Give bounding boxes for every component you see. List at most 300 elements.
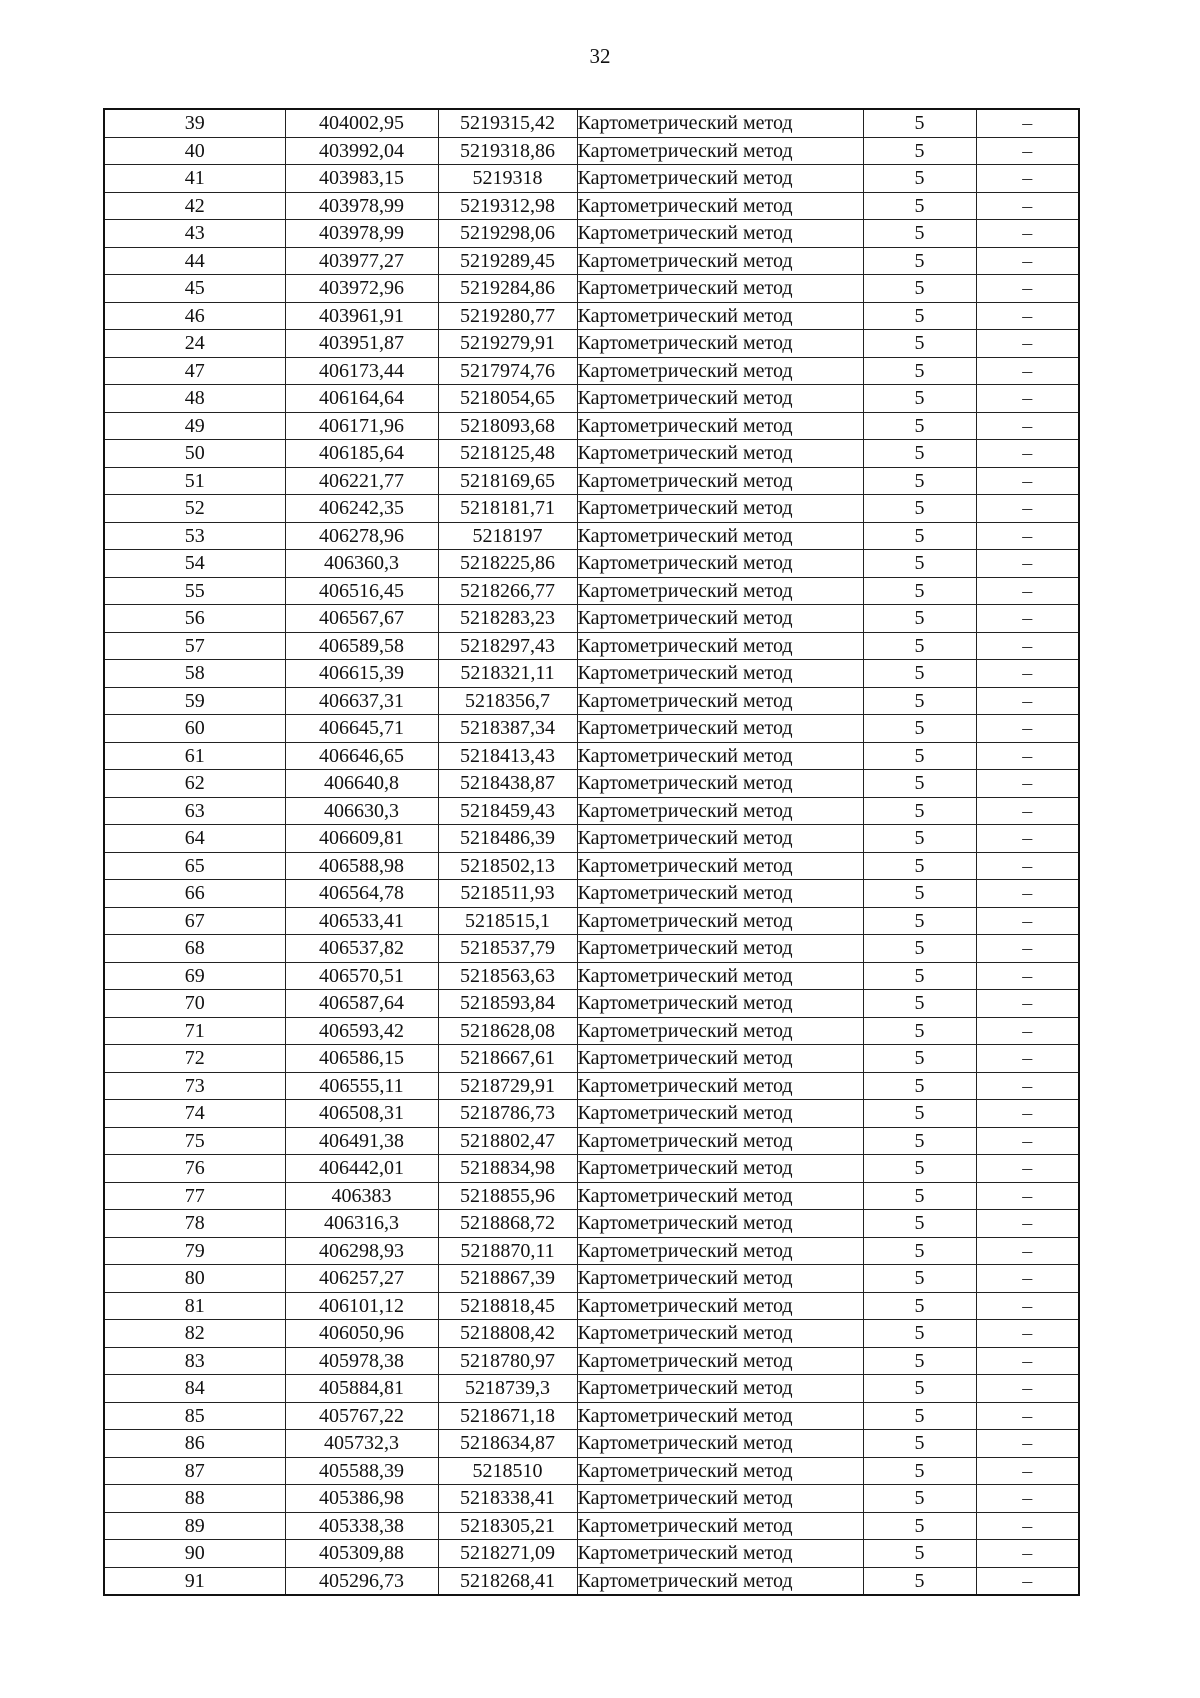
y-coordinate-cell: 5219315,42: [438, 109, 577, 137]
method-cell: Картометрический метод: [577, 247, 863, 275]
accuracy-cell: 5: [863, 632, 976, 660]
method-cell: Картометрический метод: [577, 825, 863, 853]
accuracy-cell: 5: [863, 1567, 976, 1595]
y-coordinate-cell: 5218169,65: [438, 467, 577, 495]
point-number-cell: 44: [104, 247, 285, 275]
note-cell: –: [976, 1017, 1079, 1045]
x-coordinate-cell: 406533,41: [285, 907, 438, 935]
table-row: [104, 1210, 1079, 1238]
table-row: [104, 330, 1079, 358]
point-number-cell: 50: [104, 440, 285, 468]
y-coordinate-cell: 5218283,23: [438, 605, 577, 633]
y-coordinate-cell: 5218867,39: [438, 1265, 577, 1293]
table-row: [104, 1375, 1079, 1403]
y-coordinate-cell: 5218563,63: [438, 962, 577, 990]
method-cell: Картометрический метод: [577, 660, 863, 688]
table-row: [104, 412, 1079, 440]
y-coordinate-cell: 5218780,97: [438, 1347, 577, 1375]
table-row: [104, 935, 1079, 963]
y-coordinate-cell: 5218739,3: [438, 1375, 577, 1403]
accuracy-cell: 5: [863, 990, 976, 1018]
note-cell: –: [976, 495, 1079, 523]
y-coordinate-cell: 5219312,98: [438, 192, 577, 220]
method-cell: Картометрический метод: [577, 880, 863, 908]
accuracy-cell: 5: [863, 1100, 976, 1128]
x-coordinate-cell: 406564,78: [285, 880, 438, 908]
accuracy-cell: 5: [863, 247, 976, 275]
x-coordinate-cell: 405767,22: [285, 1402, 438, 1430]
y-coordinate-cell: 5218634,87: [438, 1430, 577, 1458]
x-coordinate-cell: 406645,71: [285, 715, 438, 743]
note-cell: –: [976, 770, 1079, 798]
note-cell: –: [976, 467, 1079, 495]
method-cell: Картометрический метод: [577, 220, 863, 248]
note-cell: –: [976, 687, 1079, 715]
accuracy-cell: 5: [863, 220, 976, 248]
accuracy-cell: 5: [863, 1320, 976, 1348]
table-row: [104, 1540, 1079, 1568]
method-cell: Картометрический метод: [577, 907, 863, 935]
y-coordinate-cell: 5218093,68: [438, 412, 577, 440]
table-row: [104, 1127, 1079, 1155]
table-row: [104, 1512, 1079, 1540]
y-coordinate-cell: 5218271,09: [438, 1540, 577, 1568]
method-cell: Картометрический метод: [577, 1292, 863, 1320]
note-cell: –: [976, 385, 1079, 413]
method-cell: Картометрический метод: [577, 192, 863, 220]
note-cell: –: [976, 1045, 1079, 1073]
point-number-cell: 39: [104, 109, 285, 137]
point-number-cell: 63: [104, 797, 285, 825]
y-coordinate-cell: 5218802,47: [438, 1127, 577, 1155]
x-coordinate-cell: 406630,3: [285, 797, 438, 825]
y-coordinate-cell: 5218054,65: [438, 385, 577, 413]
accuracy-cell: 5: [863, 1512, 976, 1540]
accuracy-cell: 5: [863, 962, 976, 990]
method-cell: Картометрический метод: [577, 632, 863, 660]
accuracy-cell: 5: [863, 1540, 976, 1568]
point-number-cell: 68: [104, 935, 285, 963]
x-coordinate-cell: 405296,73: [285, 1567, 438, 1595]
y-coordinate-cell: 5218266,77: [438, 577, 577, 605]
y-coordinate-cell: 5218667,61: [438, 1045, 577, 1073]
method-cell: Картометрический метод: [577, 605, 863, 633]
point-number-cell: 57: [104, 632, 285, 660]
point-number-cell: 86: [104, 1430, 285, 1458]
accuracy-cell: 5: [863, 302, 976, 330]
note-cell: –: [976, 825, 1079, 853]
method-cell: Картометрический метод: [577, 1540, 863, 1568]
table-row: [104, 1045, 1079, 1073]
x-coordinate-cell: 406637,31: [285, 687, 438, 715]
accuracy-cell: 5: [863, 275, 976, 303]
table-row: [104, 742, 1079, 770]
table-row: [104, 247, 1079, 275]
x-coordinate-cell: 406298,93: [285, 1237, 438, 1265]
note-cell: –: [976, 1072, 1079, 1100]
point-number-cell: 84: [104, 1375, 285, 1403]
note-cell: –: [976, 109, 1079, 137]
x-coordinate-cell: 405978,38: [285, 1347, 438, 1375]
table-row: [104, 990, 1079, 1018]
point-number-cell: 41: [104, 165, 285, 193]
table-row: [104, 275, 1079, 303]
point-number-cell: 78: [104, 1210, 285, 1238]
point-number-cell: 90: [104, 1540, 285, 1568]
method-cell: Картометрический метод: [577, 275, 863, 303]
accuracy-cell: 5: [863, 660, 976, 688]
point-number-cell: 43: [104, 220, 285, 248]
y-coordinate-cell: 5219318,86: [438, 137, 577, 165]
note-cell: –: [976, 990, 1079, 1018]
note-cell: –: [976, 660, 1079, 688]
y-coordinate-cell: 5218834,98: [438, 1155, 577, 1183]
method-cell: Картометрический метод: [577, 1045, 863, 1073]
method-cell: Картометрический метод: [577, 1182, 863, 1210]
note-cell: –: [976, 550, 1079, 578]
note-cell: –: [976, 797, 1079, 825]
note-cell: –: [976, 247, 1079, 275]
method-cell: Картометрический метод: [577, 687, 863, 715]
table-row: [104, 962, 1079, 990]
accuracy-cell: 5: [863, 357, 976, 385]
accuracy-cell: 5: [863, 522, 976, 550]
y-coordinate-cell: 5218305,21: [438, 1512, 577, 1540]
y-coordinate-cell: 5218510: [438, 1457, 577, 1485]
accuracy-cell: 5: [863, 1485, 976, 1513]
note-cell: –: [976, 192, 1079, 220]
table-row: [104, 467, 1079, 495]
table-row: [104, 852, 1079, 880]
accuracy-cell: 5: [863, 109, 976, 137]
table-row: [104, 1320, 1079, 1348]
y-coordinate-cell: 5218855,96: [438, 1182, 577, 1210]
x-coordinate-cell: 405732,3: [285, 1430, 438, 1458]
point-number-cell: 71: [104, 1017, 285, 1045]
y-coordinate-cell: 5218515,1: [438, 907, 577, 935]
y-coordinate-cell: 5218502,13: [438, 852, 577, 880]
point-number-cell: 70: [104, 990, 285, 1018]
point-number-cell: 80: [104, 1265, 285, 1293]
x-coordinate-cell: 406646,65: [285, 742, 438, 770]
x-coordinate-cell: 406588,98: [285, 852, 438, 880]
x-coordinate-cell: 403992,04: [285, 137, 438, 165]
method-cell: Картометрический метод: [577, 467, 863, 495]
point-number-cell: 45: [104, 275, 285, 303]
x-coordinate-cell: 406316,3: [285, 1210, 438, 1238]
table-row: [104, 1567, 1079, 1595]
x-coordinate-cell: 406537,82: [285, 935, 438, 963]
point-number-cell: 24: [104, 330, 285, 358]
x-coordinate-cell: 406640,8: [285, 770, 438, 798]
point-number-cell: 52: [104, 495, 285, 523]
note-cell: –: [976, 1155, 1079, 1183]
x-coordinate-cell: 406570,51: [285, 962, 438, 990]
note-cell: –: [976, 275, 1079, 303]
point-number-cell: 48: [104, 385, 285, 413]
x-coordinate-cell: 406185,64: [285, 440, 438, 468]
table-row: [104, 605, 1079, 633]
y-coordinate-cell: 5218729,91: [438, 1072, 577, 1100]
x-coordinate-cell: 406383: [285, 1182, 438, 1210]
x-coordinate-cell: 405386,98: [285, 1485, 438, 1513]
point-number-cell: 64: [104, 825, 285, 853]
accuracy-cell: 5: [863, 440, 976, 468]
note-cell: –: [976, 1567, 1079, 1595]
table-row: [104, 632, 1079, 660]
point-number-cell: 55: [104, 577, 285, 605]
method-cell: Картометрический метод: [577, 440, 863, 468]
point-number-cell: 56: [104, 605, 285, 633]
x-coordinate-cell: 403978,99: [285, 220, 438, 248]
accuracy-cell: 5: [863, 742, 976, 770]
x-coordinate-cell: 406173,44: [285, 357, 438, 385]
accuracy-cell: 5: [863, 1347, 976, 1375]
table-row: [104, 1485, 1079, 1513]
table-row: [104, 137, 1079, 165]
y-coordinate-cell: 5218486,39: [438, 825, 577, 853]
y-coordinate-cell: 5218356,7: [438, 687, 577, 715]
y-coordinate-cell: 5217974,76: [438, 357, 577, 385]
point-number-cell: 81: [104, 1292, 285, 1320]
point-number-cell: 59: [104, 687, 285, 715]
y-coordinate-cell: 5219280,77: [438, 302, 577, 330]
method-cell: Картометрический метод: [577, 1457, 863, 1485]
accuracy-cell: 5: [863, 1127, 976, 1155]
note-cell: –: [976, 165, 1079, 193]
method-cell: Картометрический метод: [577, 715, 863, 743]
note-cell: –: [976, 852, 1079, 880]
y-coordinate-cell: 5218197: [438, 522, 577, 550]
x-coordinate-cell: 405588,39: [285, 1457, 438, 1485]
table-row: [104, 1237, 1079, 1265]
point-number-cell: 74: [104, 1100, 285, 1128]
point-number-cell: 46: [104, 302, 285, 330]
y-coordinate-cell: 5219279,91: [438, 330, 577, 358]
point-number-cell: 87: [104, 1457, 285, 1485]
accuracy-cell: 5: [863, 385, 976, 413]
y-coordinate-cell: 5218413,43: [438, 742, 577, 770]
table-row: [104, 797, 1079, 825]
method-cell: Картометрический метод: [577, 1210, 863, 1238]
page-number: 32: [589, 44, 611, 68]
y-coordinate-cell: 5218537,79: [438, 935, 577, 963]
accuracy-cell: 5: [863, 1375, 976, 1403]
note-cell: –: [976, 412, 1079, 440]
accuracy-cell: 5: [863, 577, 976, 605]
y-coordinate-cell: 5218268,41: [438, 1567, 577, 1595]
method-cell: Картометрический метод: [577, 962, 863, 990]
accuracy-cell: 5: [863, 1182, 976, 1210]
x-coordinate-cell: 406567,67: [285, 605, 438, 633]
note-cell: –: [976, 632, 1079, 660]
y-coordinate-cell: 5218786,73: [438, 1100, 577, 1128]
y-coordinate-cell: 5218671,18: [438, 1402, 577, 1430]
method-cell: Картометрический метод: [577, 577, 863, 605]
point-number-cell: 54: [104, 550, 285, 578]
accuracy-cell: 5: [863, 1292, 976, 1320]
method-cell: Картометрический метод: [577, 357, 863, 385]
accuracy-cell: 5: [863, 715, 976, 743]
table-row: [104, 1457, 1079, 1485]
table-row: [104, 1155, 1079, 1183]
note-cell: –: [976, 1210, 1079, 1238]
accuracy-cell: 5: [863, 412, 976, 440]
x-coordinate-cell: 405309,88: [285, 1540, 438, 1568]
x-coordinate-cell: 405884,81: [285, 1375, 438, 1403]
x-coordinate-cell: 406589,58: [285, 632, 438, 660]
point-number-cell: 76: [104, 1155, 285, 1183]
x-coordinate-cell: 406593,42: [285, 1017, 438, 1045]
y-coordinate-cell: 5218438,87: [438, 770, 577, 798]
note-cell: –: [976, 1485, 1079, 1513]
note-cell: –: [976, 522, 1079, 550]
note-cell: –: [976, 605, 1079, 633]
method-cell: Картометрический метод: [577, 137, 863, 165]
point-number-cell: 65: [104, 852, 285, 880]
y-coordinate-cell: 5218818,45: [438, 1292, 577, 1320]
x-coordinate-cell: 406555,11: [285, 1072, 438, 1100]
accuracy-cell: 5: [863, 687, 976, 715]
table-row: [104, 302, 1079, 330]
x-coordinate-cell: 406587,64: [285, 990, 438, 1018]
coordinates-table: [103, 108, 1080, 1596]
note-cell: –: [976, 1402, 1079, 1430]
x-coordinate-cell: 403978,99: [285, 192, 438, 220]
method-cell: Картометрический метод: [577, 770, 863, 798]
y-coordinate-cell: 5218808,42: [438, 1320, 577, 1348]
accuracy-cell: 5: [863, 495, 976, 523]
note-cell: –: [976, 1540, 1079, 1568]
point-number-cell: 66: [104, 880, 285, 908]
accuracy-cell: 5: [863, 770, 976, 798]
accuracy-cell: 5: [863, 1155, 976, 1183]
table-row: [104, 192, 1079, 220]
accuracy-cell: 5: [863, 907, 976, 935]
point-number-cell: 67: [104, 907, 285, 935]
accuracy-cell: 5: [863, 880, 976, 908]
note-cell: –: [976, 1265, 1079, 1293]
table-row: [104, 550, 1079, 578]
note-cell: –: [976, 577, 1079, 605]
point-number-cell: 60: [104, 715, 285, 743]
x-coordinate-cell: 406442,01: [285, 1155, 438, 1183]
x-coordinate-cell: 406221,77: [285, 467, 438, 495]
y-coordinate-cell: 5218321,11: [438, 660, 577, 688]
method-cell: Картометрический метод: [577, 1485, 863, 1513]
method-cell: Картометрический метод: [577, 1017, 863, 1045]
y-coordinate-cell: 5218868,72: [438, 1210, 577, 1238]
x-coordinate-cell: 403972,96: [285, 275, 438, 303]
accuracy-cell: 5: [863, 550, 976, 578]
note-cell: –: [976, 715, 1079, 743]
method-cell: Картометрический метод: [577, 165, 863, 193]
note-cell: –: [976, 1127, 1079, 1155]
table-row: [104, 220, 1079, 248]
x-coordinate-cell: 406171,96: [285, 412, 438, 440]
accuracy-cell: 5: [863, 1457, 976, 1485]
method-cell: Картометрический метод: [577, 302, 863, 330]
y-coordinate-cell: 5218225,86: [438, 550, 577, 578]
note-cell: –: [976, 1457, 1079, 1485]
method-cell: Картометрический метод: [577, 522, 863, 550]
point-number-cell: 91: [104, 1567, 285, 1595]
y-coordinate-cell: 5219318: [438, 165, 577, 193]
method-cell: Картометрический метод: [577, 990, 863, 1018]
note-cell: –: [976, 220, 1079, 248]
y-coordinate-cell: 5218181,71: [438, 495, 577, 523]
note-cell: –: [976, 357, 1079, 385]
method-cell: Картометрический метод: [577, 109, 863, 137]
table-row: [104, 1182, 1079, 1210]
accuracy-cell: 5: [863, 192, 976, 220]
y-coordinate-cell: 5219289,45: [438, 247, 577, 275]
accuracy-cell: 5: [863, 825, 976, 853]
point-number-cell: 89: [104, 1512, 285, 1540]
y-coordinate-cell: 5219284,86: [438, 275, 577, 303]
note-cell: –: [976, 137, 1079, 165]
method-cell: Картометрический метод: [577, 412, 863, 440]
note-cell: –: [976, 1347, 1079, 1375]
method-cell: Картометрический метод: [577, 550, 863, 578]
accuracy-cell: 5: [863, 1210, 976, 1238]
accuracy-cell: 5: [863, 467, 976, 495]
table-row: [104, 495, 1079, 523]
y-coordinate-cell: 5218387,34: [438, 715, 577, 743]
x-coordinate-cell: 406242,35: [285, 495, 438, 523]
x-coordinate-cell: 403951,87: [285, 330, 438, 358]
method-cell: Картометрический метод: [577, 1430, 863, 1458]
accuracy-cell: 5: [863, 852, 976, 880]
table-row: [104, 440, 1079, 468]
point-number-cell: 88: [104, 1485, 285, 1513]
method-cell: Картометрический метод: [577, 1320, 863, 1348]
table-row: [104, 1292, 1079, 1320]
method-cell: Картометрический метод: [577, 1375, 863, 1403]
note-cell: –: [976, 1320, 1079, 1348]
method-cell: Картометрический метод: [577, 935, 863, 963]
point-number-cell: 79: [104, 1237, 285, 1265]
note-cell: –: [976, 1237, 1079, 1265]
x-coordinate-cell: 406360,3: [285, 550, 438, 578]
y-coordinate-cell: 5218297,43: [438, 632, 577, 660]
point-number-cell: 49: [104, 412, 285, 440]
table-row: [104, 357, 1079, 385]
table-row: [104, 825, 1079, 853]
point-number-cell: 58: [104, 660, 285, 688]
note-cell: –: [976, 742, 1079, 770]
accuracy-cell: 5: [863, 797, 976, 825]
y-coordinate-cell: 5218125,48: [438, 440, 577, 468]
x-coordinate-cell: 406508,31: [285, 1100, 438, 1128]
method-cell: Картометрический метод: [577, 1347, 863, 1375]
accuracy-cell: 5: [863, 137, 976, 165]
table-row: [104, 165, 1079, 193]
table-row: [104, 1100, 1079, 1128]
accuracy-cell: 5: [863, 1430, 976, 1458]
x-coordinate-cell: 406257,27: [285, 1265, 438, 1293]
method-cell: Картометрический метод: [577, 1512, 863, 1540]
accuracy-cell: 5: [863, 1072, 976, 1100]
method-cell: Картометрический метод: [577, 797, 863, 825]
table-row: [104, 1265, 1079, 1293]
point-number-cell: 77: [104, 1182, 285, 1210]
table-row: [104, 577, 1079, 605]
note-cell: –: [976, 1512, 1079, 1540]
method-cell: Картометрический метод: [577, 385, 863, 413]
y-coordinate-cell: 5218338,41: [438, 1485, 577, 1513]
y-coordinate-cell: 5218628,08: [438, 1017, 577, 1045]
